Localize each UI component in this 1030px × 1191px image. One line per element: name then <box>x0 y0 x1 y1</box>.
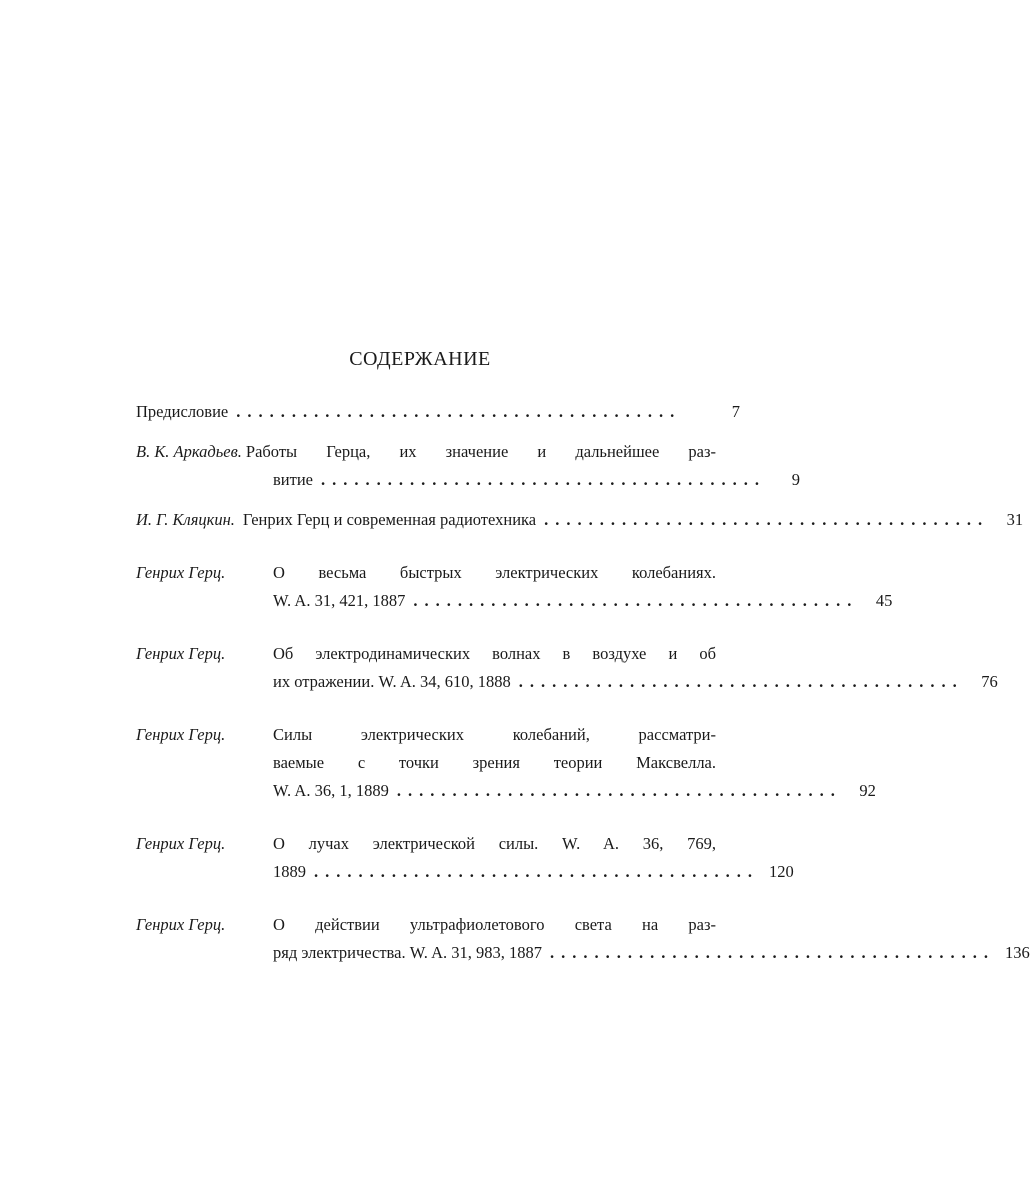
dot-leader: ........................................ <box>314 862 759 881</box>
dot-leader: ........................................ <box>518 672 964 691</box>
entry-title-line: Генрих Герц и современная радиотехника <box>242 510 537 529</box>
toc-entry-hertz-ultraviolet[interactable] <box>136 911 1030 967</box>
entry-title-line: О весьма быстрых электрических колебаниях. <box>273 563 716 582</box>
entry-title-line: ряд электричества. W. A. 31, 983, 1887 <box>273 943 543 962</box>
dot-leader: ........................................ <box>321 470 766 489</box>
dot-leader: ........................................ <box>544 510 990 529</box>
entry-title-line: 1889 <box>273 862 306 881</box>
toc-entry-hertz-electrodynamic-waves[interactable] <box>136 640 998 696</box>
dot-leader: ........................................ <box>236 402 682 421</box>
entry-author: Генрих Герц. <box>136 915 226 934</box>
page-number: 7 <box>731 402 740 421</box>
toc-entry-arkadiev[interactable] <box>136 438 800 494</box>
entry-title-line: О лучах электрической силы. W. A. 36, 769, <box>273 834 716 853</box>
entry-title: Предисловие <box>136 402 229 421</box>
toc-entry-klyatskin[interactable] <box>136 506 1024 534</box>
entry-title-line: витие <box>273 470 313 489</box>
dot-leader: ........................................ <box>413 591 859 610</box>
entry-author: Генрих Герц. <box>136 834 226 853</box>
toc-entry-hertz-fast-oscillations[interactable] <box>136 559 893 615</box>
page-number: 9 <box>791 470 800 489</box>
entry-title-line: W. A. 31, 421, 1887 <box>273 591 406 610</box>
page-number: 45 <box>875 591 893 610</box>
page-number: 31 <box>1006 510 1024 529</box>
entry-title-line: Силы электрических колебаний, рассматри- <box>273 725 716 744</box>
page-number: 92 <box>859 781 876 800</box>
entry-title-line: Об электродинамических волнах в воздухе и об <box>273 644 716 663</box>
page-number: 136 <box>1005 943 1030 962</box>
dot-leader: ........................................ <box>396 781 842 800</box>
entry-author: В. К. Аркадьев. <box>136 442 242 461</box>
entry-title-line: Работы Герца, их значение и дальнейшее раз- <box>245 442 716 461</box>
page-number: 76 <box>981 672 998 691</box>
entry-author: Генрих Герц. <box>136 644 226 663</box>
entry-author: Генрих Герц. <box>136 725 226 744</box>
entry-title-line: W. A. 36, 1, 1889 <box>273 781 389 800</box>
toc-entry-preface[interactable] <box>136 398 740 426</box>
table-of-contents <box>136 398 1030 967</box>
entry-title-line: О действии ультрафиолетового света на раз- <box>273 915 716 934</box>
page-number: 120 <box>769 862 794 881</box>
toc-entry-hertz-rays[interactable] <box>136 830 794 886</box>
page-title: СОДЕРЖАНИЕ <box>349 348 491 370</box>
toc-entry-hertz-forces-maxwell[interactable] <box>136 721 876 805</box>
entry-title-line: ваемые с точки зрения теории Максвелла. <box>273 753 716 772</box>
entry-author: И. Г. Кляцкин. <box>136 510 235 529</box>
dot-leader: ........................................ <box>550 943 996 962</box>
entry-author: Генрих Герц. <box>136 563 226 582</box>
entry-title-line: их отражении. W. A. 34, 610, 1888 <box>273 672 511 691</box>
